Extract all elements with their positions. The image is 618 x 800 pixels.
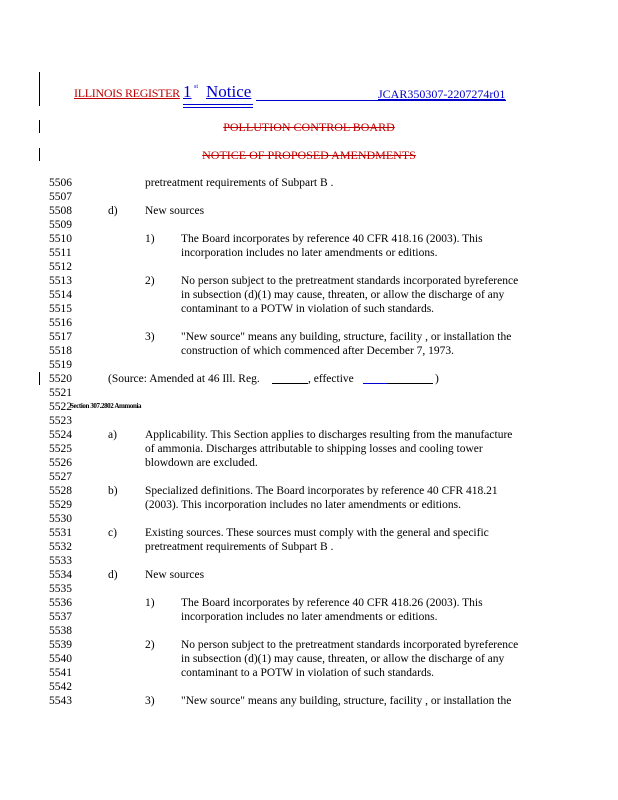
subsection-label: a)	[108, 429, 117, 441]
item-label: 1)	[145, 597, 155, 609]
subsection-label: b)	[108, 485, 118, 497]
line-number: 5520	[49, 373, 72, 385]
line-number: 5536	[49, 597, 72, 609]
subsection-label: c)	[108, 527, 117, 539]
line-number: 5506	[49, 177, 72, 189]
line-number: 5516	[49, 317, 72, 329]
double-underline-bottom	[183, 107, 253, 108]
line-number: 5529	[49, 499, 72, 511]
item-text: contaminant to a POTW in violation of such standards.	[181, 303, 435, 315]
line-number: 5522	[49, 401, 72, 413]
subsection-text: Applicability. This Section applies to discharges resulting from the manufacture	[145, 429, 513, 441]
source-note: (Source: Amended at 46 Ill. Reg.	[108, 373, 260, 385]
subsection-label: d)	[108, 569, 118, 581]
body-line-5506: pretreatment requirements of Subpart B .	[145, 177, 334, 189]
line-number: 5527	[49, 471, 72, 483]
item-label: 1)	[145, 233, 155, 245]
line-number: 5518	[49, 345, 72, 357]
item-label: 3)	[145, 331, 155, 343]
line-number: 5519	[49, 359, 72, 371]
blank-register-number	[272, 383, 308, 384]
item-text: contaminant to a POTW in violation of such standards.	[181, 667, 435, 679]
line-number: 5543	[49, 695, 72, 707]
subsection-heading: New sources	[145, 205, 205, 217]
item-text: No person subject to the pretreatment standards incorporated byreference	[181, 275, 519, 287]
line-number: 5515	[49, 303, 72, 315]
line-number: 5538	[49, 625, 72, 637]
line-number: 5530	[49, 513, 72, 525]
item-label: 2)	[145, 639, 155, 651]
line-number: 5524	[49, 429, 72, 441]
jcar-code: JCAR350307-2207274r01	[378, 87, 506, 101]
double-underline-top	[183, 104, 253, 105]
item-text: incorporation includes no later amendments or editions.	[181, 247, 438, 259]
line-number: 5531	[49, 527, 72, 539]
line-number: 5509	[49, 219, 72, 231]
item-text: incorporation includes no later amendments or editions.	[181, 611, 438, 623]
line-number: 5508	[49, 205, 72, 217]
line-number: 5523	[49, 415, 72, 427]
line-number: 5526	[49, 457, 72, 469]
source-effective: , effective	[308, 373, 354, 385]
register-title: ILLINOIS REGISTER	[74, 86, 180, 100]
item-label: 3)	[145, 695, 155, 707]
section-heading: Section 307.2802 Ammonia	[70, 402, 142, 410]
subsection-text: of ammonia. Discharges attributable to shipping losses and cooling tower	[145, 443, 483, 455]
line-number: 5525	[49, 443, 72, 455]
change-bar-source	[39, 372, 40, 385]
line-number: 5528	[49, 485, 72, 497]
line-number: 5514	[49, 289, 72, 301]
line-number: 5521	[49, 387, 72, 399]
subsection-label: d)	[108, 205, 118, 217]
item-text: No person subject to the pretreatment standards incorporated byreference	[181, 639, 519, 651]
line-number: 5534	[49, 569, 72, 581]
blank-effective-inserted	[363, 383, 387, 384]
notice-type: NOTICE OF PROPOSED AMENDMENTS	[202, 148, 416, 162]
item-text: The Board incorporates by reference 40 CFR 418.16 (2003). This	[181, 233, 483, 245]
line-number: 5541	[49, 667, 72, 679]
item-text: The Board incorporates by reference 40 CFR 418.26 (2003). This	[181, 597, 483, 609]
line-number: 5507	[49, 191, 72, 203]
line-number: 5510	[49, 233, 72, 245]
register-issue-number: 1	[183, 82, 192, 101]
item-text: in subsection (d)(1) may cause, threaten, or allow the discharge of any	[181, 653, 505, 665]
subsection-text: blowdown are excluded.	[145, 457, 258, 469]
item-text: construction of which commenced after December 7, 1973.	[181, 345, 455, 357]
line-number: 5539	[49, 639, 72, 651]
line-number: 5542	[49, 681, 72, 693]
notice-label: Notice	[206, 82, 252, 101]
line-number: 5512	[49, 261, 72, 273]
subsection-heading: New sources	[145, 569, 205, 581]
item-label: 2)	[145, 275, 155, 287]
subsection-text: pretreatment requirements of Subpart B .	[145, 541, 334, 553]
subsection-text: Specialized definitions. The Board incorporates by reference 40 CFR 418.21	[145, 485, 498, 497]
line-number: 5511	[49, 247, 72, 259]
line-number: 5537	[49, 611, 72, 623]
board-name: POLLUTION CONTROL BOARD	[223, 120, 395, 134]
item-text: "New source" means any building, structure, facility , or installation the	[181, 695, 512, 707]
line-number: 5535	[49, 583, 72, 595]
source-close: )	[435, 373, 439, 385]
register-issue-suffix: st	[194, 84, 199, 90]
subsection-text: (2003). This incorporation includes no later amendments or editions.	[145, 499, 461, 511]
line-number: 5533	[49, 555, 72, 567]
item-text: "New source" means any building, structure, facility , or installation the	[181, 331, 512, 343]
subsection-text: Existing sources. These sources must comply with the general and specific	[145, 527, 489, 539]
blank-effective-date	[387, 383, 433, 384]
line-number: 5513	[49, 275, 72, 287]
line-number: 5540	[49, 653, 72, 665]
item-text: in subsection (d)(1) may cause, threaten, or allow the discharge of any	[181, 289, 505, 301]
line-number: 5517	[49, 331, 72, 343]
line-number: 5532	[49, 541, 72, 553]
change-bar-header	[39, 72, 40, 106]
